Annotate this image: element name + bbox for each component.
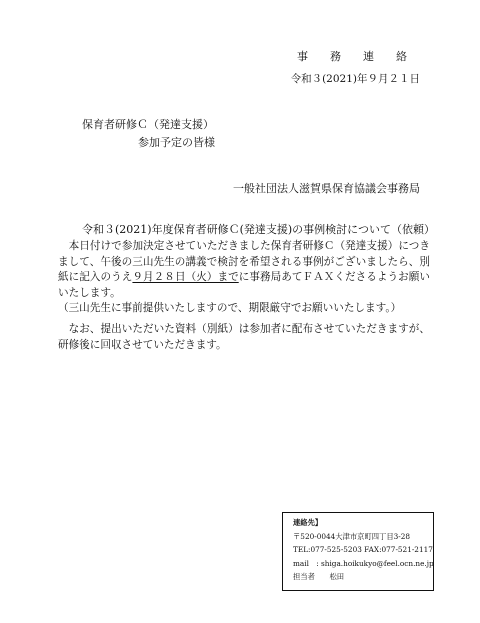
collection-paragraph: なお、提出いただいた資料（別紙）は参加者に配布させていただきますが、研修後に回収させていただきます。 xyxy=(58,323,430,351)
deadline-text: ９月２８日（火）まで xyxy=(132,271,239,284)
document-title: 令和３(2021)年度保育者研修Ｃ(発達支援)の事例検討について（依頼） xyxy=(82,223,435,236)
contact-email: mail : shiga.hoikukyo@feel.ocn.ne.jp xyxy=(293,558,434,568)
request-paragraph xyxy=(58,239,430,317)
document-type: 事務連絡 xyxy=(297,50,429,63)
request-text: 本日付けで参加決定させていただきました保育者研修Ｃ（発達支援）につきまして、午後の三山先生の講義で検討を希望される事例がございましたら、別紙に記入のうえ xyxy=(58,240,430,284)
contact-address: 〒520-0044大津市京町四丁目3-28 xyxy=(293,531,411,541)
request-text-end: に事務局あてＦＡＸくださるようお願いいたします。 xyxy=(58,271,431,299)
document-date: 令和３(2021)年９月２１日 xyxy=(290,73,420,85)
contact-heading: 連絡先】 xyxy=(293,518,323,527)
contact-phone: TEL:077-525-5203 FAX:077-521-2117 xyxy=(293,545,433,555)
contact-person: 担当者 松田 xyxy=(293,572,345,582)
addressee-course: 保育者研修Ｃ（発達支援） xyxy=(82,118,214,131)
sender-organization: 一般社団法人滋賀県保育協議会事務局 xyxy=(233,182,420,195)
addressee-recipients: 参加予定の皆様 xyxy=(138,136,215,149)
contact-box xyxy=(282,512,434,591)
request-note: （三山先生に事前提供いたしますので、期限厳守でお願いいたします。） xyxy=(58,302,402,315)
